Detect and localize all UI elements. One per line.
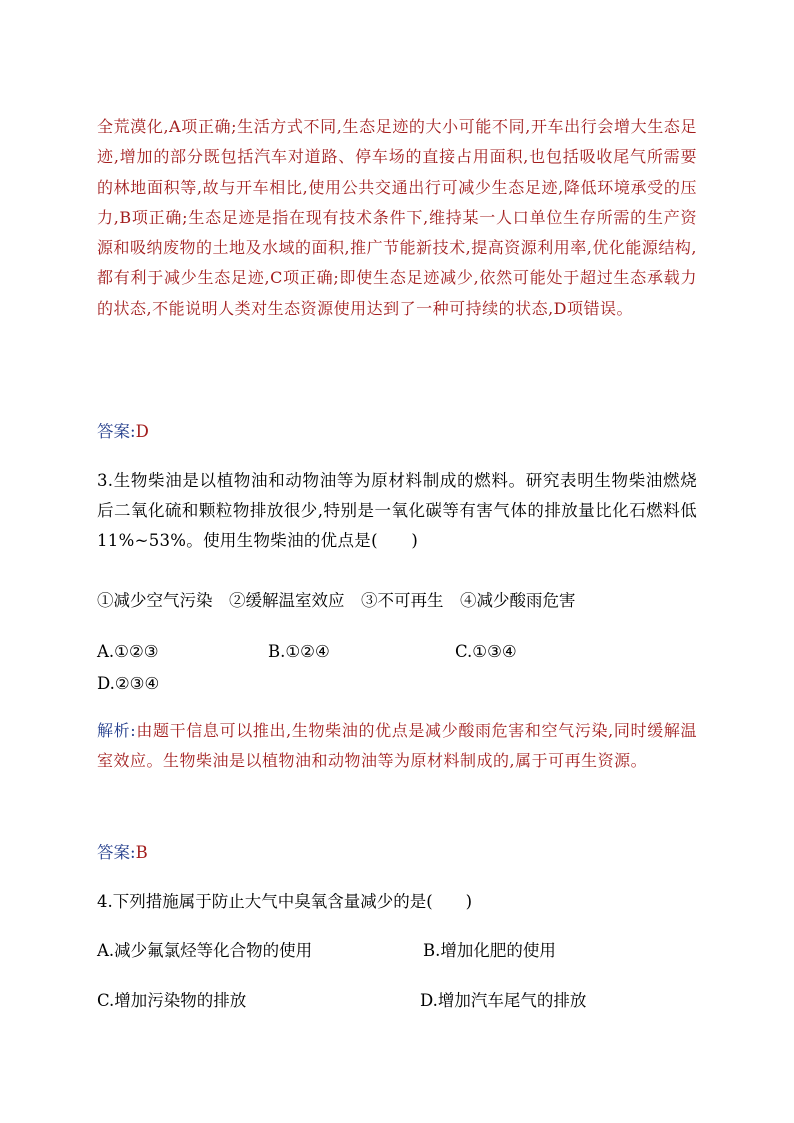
q3-explanation-text: 由题干信息可以推出,生物柴油的优点是减少酸雨危害和空气污染,同时缓解温室效应。生物柴油是以植物油和动物油等为原材料制成的,属于可再生资源。 [97,721,697,771]
q3-answer-value: B [135,843,148,862]
q3-option-b: B.①②④ [268,642,330,661]
q3-items: ①减少空气污染 ②缓解温室效应 ③不可再生 ④减少酸雨危害 [97,591,576,610]
q3-answer-label: 答案: [97,843,136,862]
q3-option-d: D.②③④ [97,674,160,693]
q2-explanation-continued: 全荒漠化,A项正确;生活方式不同,生态足迹的大小可能不同,开车出行会增大生态足迹,增加的部分既包括汽车对道路、停车场的直接占用面积,也包括吸收尾气所需要的林地面积等,故与开车相比,使用公共交通出行可减少生态足迹,降低环境承受的压力,B项正确;生态足迹是指在现有技术条件下,维持某一人口单位生存所需的生产资源和吸纳废物的土地及水域的面积,推广节能新技术,提高资源利用率,优化能源结构,都有利于减少生态足迹,C项正确;即使生态足迹减少,依然可能处于超过生态承载力的状态,不能说明人类对生态资源使用达到了一种可持续的状态,D项错误。 [97,117,697,318]
q3-explanation-label: 解析: [97,721,137,740]
q3-answer [97,842,148,864]
q3-option-a: A.①②③ [97,642,159,661]
q4-option-a: A.减少氟氯烃等化合物的使用 [97,941,313,960]
q4-option-b: B.增加化肥的使用 [423,941,556,960]
q4-option-d: D.增加汽车尾气的排放 [420,991,587,1010]
q4-option-c: C.增加污染物的排放 [97,991,247,1010]
q3-stem: 3.生物柴油是以植物油和动物油等为原材料制成的燃料。研究表明生物柴油燃烧后二氧化硫和颗粒物排放很少,特别是一氧化碳等有害气体的排放量比化石燃料低11%~53%。使用生物柴油的优点是( ) [97,471,697,550]
q3-explanation [97,716,697,777]
q3-option-c: C.①③④ [455,642,517,661]
q4-stem: 4.下列措施属于防止大气中臭氧含量减少的是( ) [97,892,473,911]
q2-answer [97,421,149,443]
q2-answer-value: D [135,422,149,441]
q2-answer-label: 答案: [97,422,136,441]
